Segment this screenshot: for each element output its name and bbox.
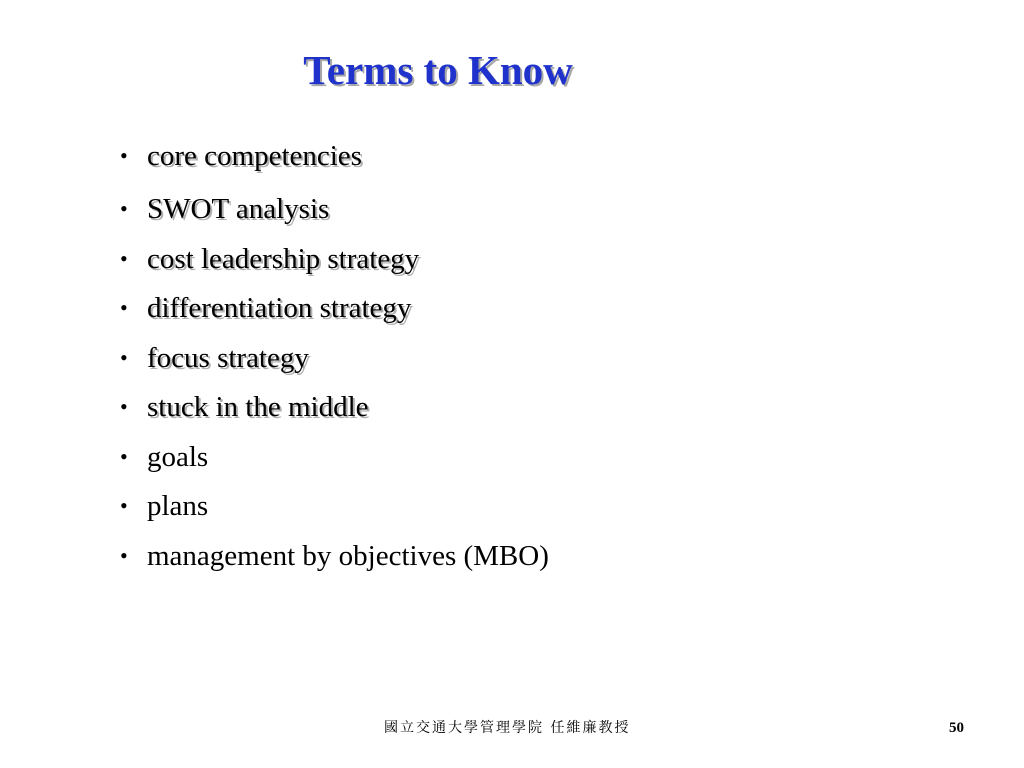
bullet-icon: •: [120, 143, 128, 168]
list-item: [120, 239, 549, 289]
bullet-icon: •: [120, 394, 128, 419]
term-stuck-in-the-middle: stuck in the middle: [147, 391, 369, 423]
bullet-icon: •: [120, 443, 128, 469]
term-swot-analysis: SWOT analysis: [147, 193, 330, 225]
bullet-icon: •: [120, 295, 128, 320]
footer-institution: 國立交通大學管理學院 任維廉教授: [384, 720, 631, 736]
bullet-icon: •: [120, 493, 128, 518]
terms-list: [120, 136, 549, 585]
list-item: [120, 486, 549, 536]
bullet-icon: •: [120, 344, 128, 370]
list-item: [120, 387, 549, 437]
list-item: [120, 437, 549, 487]
term-focus-strategy: focus strategy: [147, 341, 309, 374]
term-plans: plans: [147, 490, 209, 522]
list-item: [120, 338, 549, 388]
term-differentiation-strategy: differentiation strategy: [147, 292, 412, 324]
page-number: 50: [949, 720, 964, 736]
list-item: [120, 136, 549, 189]
bullet-icon: •: [120, 542, 128, 568]
list-item: [120, 189, 549, 239]
term-core-competencies: core competencies: [147, 140, 362, 172]
term-cost-leadership-strategy: cost leadership strategy: [147, 242, 420, 275]
list-item: [120, 536, 549, 586]
slide-title: Terms to Know: [303, 47, 573, 93]
term-management-by-objectives: management by objectives (MBO): [147, 539, 549, 572]
list-item: [120, 288, 549, 338]
bullet-icon: •: [120, 245, 128, 271]
term-goals: goals: [147, 440, 209, 473]
bullet-icon: •: [120, 196, 128, 221]
